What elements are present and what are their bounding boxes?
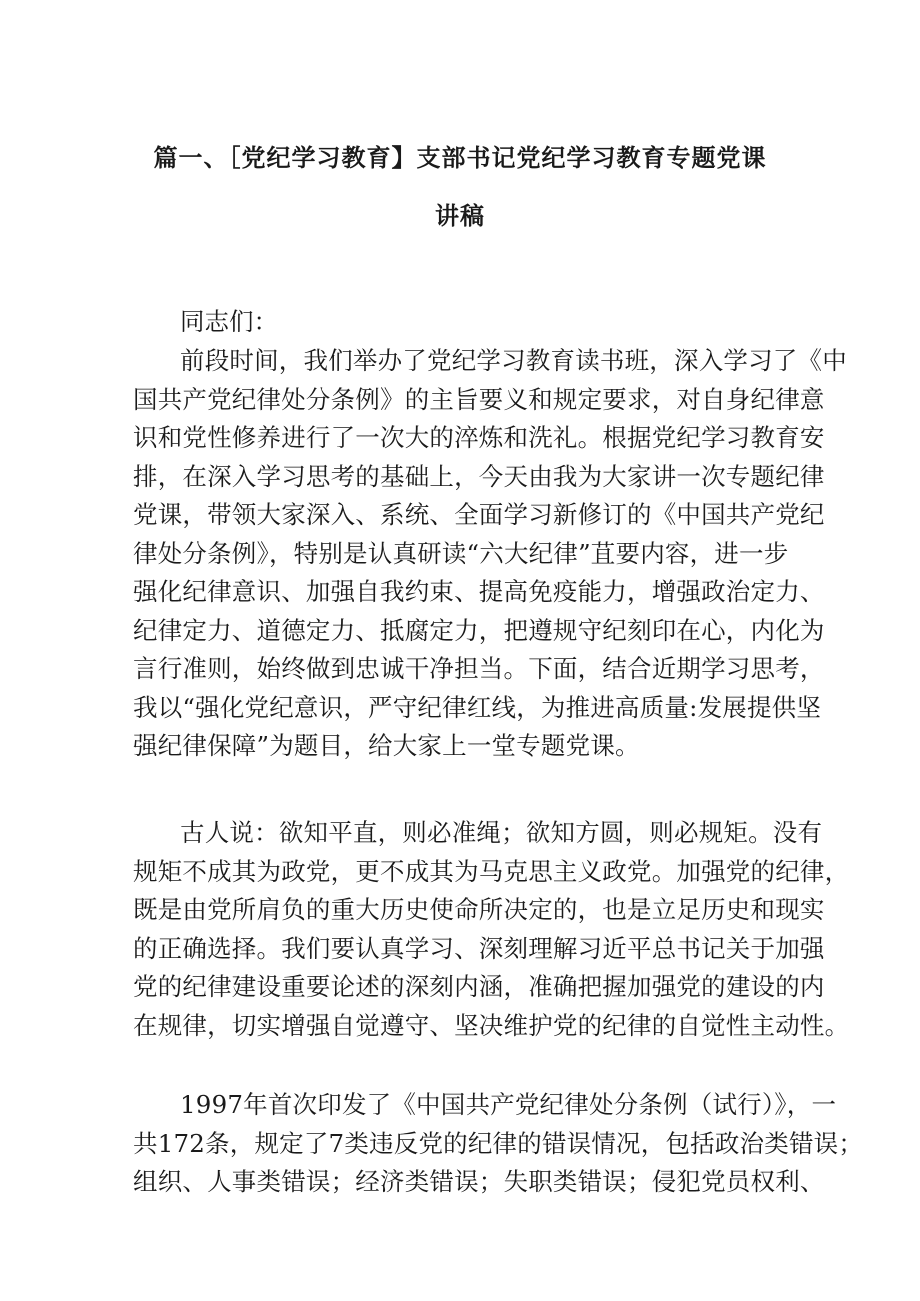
paragraph-2 <box>133 814 850 1045</box>
paragraph-line: 律处分条例》，特别是认真研读“六大纪律”苴要内容，进一步 <box>133 538 789 568</box>
paragraph-3 <box>133 1086 864 1202</box>
paragraph-line: 强化纪律意识、加强自我约束、提高免疫能力，增强政治定力、 <box>133 577 825 606</box>
paragraph-line: 排，在深入学习思考的基础上，今天由我为大家讲一次专题纪律 <box>133 461 825 491</box>
paragraph-line: 言行准则，始终做到忠诚干净担当。下面，结合近期学习思考， <box>133 654 825 683</box>
paragraph-line: 我以“强化党纪意识，严守纪律红线，为推进高质量:发展提供坚 <box>133 692 822 722</box>
paragraph-1 <box>133 342 847 766</box>
paragraph-line: 既是由党所肩负的重大历史使命所决定的，也是立足历史和现实 <box>133 895 825 924</box>
paragraph-line: 国共产党纪律处分条例》的主旨要义和规定要求，对自身纪律意 <box>133 384 825 414</box>
paragraph-line: 党课，带领大家深入、系统、全面学习新修订的《中国共产党纪 <box>133 500 825 529</box>
paragraph-line: 前段时间，我们举办了党纪学习教育读书班，深入学习了《中 <box>180 346 847 375</box>
paragraph-line: 的正确选择。我们要认真学习、深刻理解习近平总书记关于加强 <box>133 933 825 963</box>
paragraph-line: 识和党性修养进行了一次大的淬炼和洗礼。根据党纪学习教育安 <box>133 423 825 452</box>
paragraph-line: 规矩不成其为政党，更不成其为马克思主义政党。加强党的纪律， <box>133 856 850 886</box>
paragraph-line: 党的纪律建设重要论述的深刻内涵，准确把握加强党的建设的内 <box>133 972 825 1001</box>
paragraph-line: 共172条，规定了7类违反党的纪律的错误情况，包括政治类错误； <box>133 1128 864 1158</box>
paragraph-line: 古人说：欲知平直，则必准绳；欲知方圆，则必规矩。没有 <box>180 818 823 847</box>
paragraph-line: 纪律定力、道德定力、抵腐定力，把遵规守纪刻印在心，内化为 <box>133 615 825 645</box>
document-title-line-1: 篇一、［党纪学习教育】支部书记党纪学习教育专题党课 <box>153 144 767 172</box>
paragraph-line: 1997年首次印发了《中国共产党纪律处分条例（试行）》，一 <box>180 1090 837 1119</box>
paragraph-line: 组织、人事类错误；经济类错误；失职类错误；侵犯党员权利、 <box>133 1167 825 1196</box>
paragraph-line: 在规律，切实增强自觉遵守、坚决维护党的纪律的自觉性主动性。 <box>133 1010 850 1040</box>
document-title-line-2: 讲稿 <box>435 202 485 230</box>
greeting: 同志们： <box>180 307 278 336</box>
paragraph-line: 强纪律保障”为题目，给大家上一堂专题党课。 <box>133 731 640 760</box>
